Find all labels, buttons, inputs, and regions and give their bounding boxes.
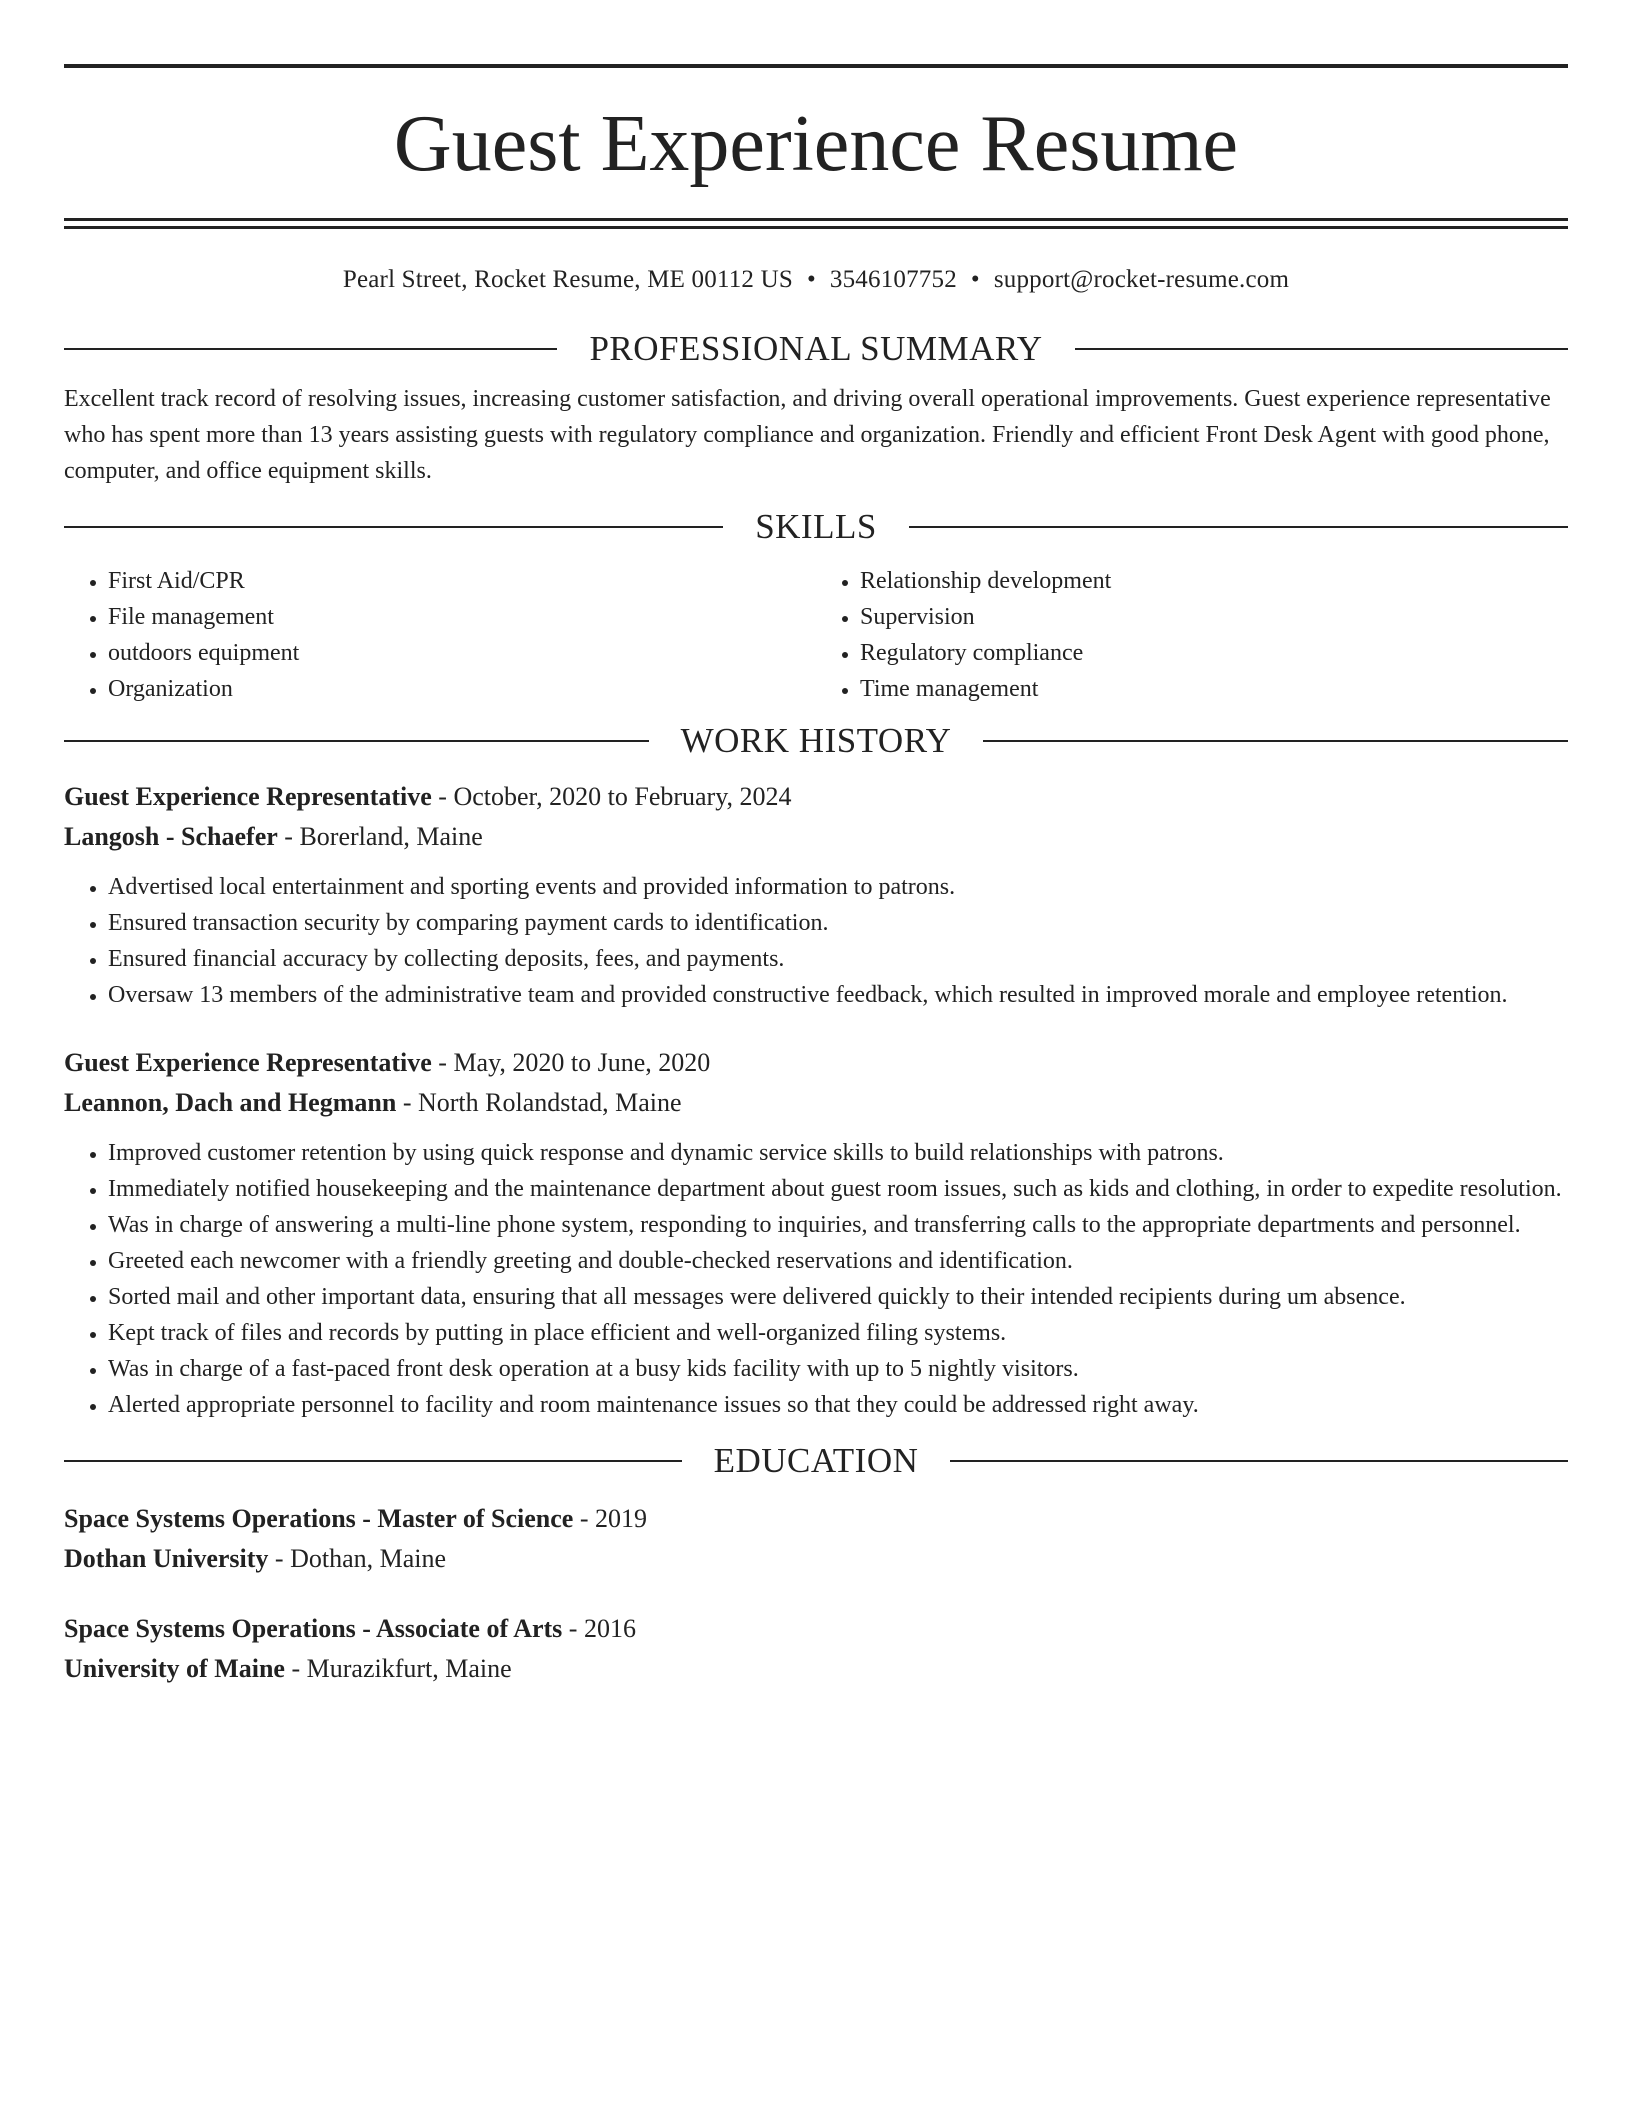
job-title-line (64, 777, 1568, 817)
top-rule (64, 64, 1568, 68)
heading-rule (950, 1460, 1568, 1462)
section-heading-work (64, 719, 1568, 763)
job-title: Guest Experience Representative (64, 782, 432, 811)
job-company: Leannon, Dach and Hegmann (64, 1088, 397, 1117)
heading-rule (909, 526, 1568, 528)
heading-rule (1075, 348, 1568, 350)
education-year: - 2019 (579, 1504, 647, 1533)
job-bullet: • Advertised local entertainment and sporting events and provided information to patrons. (108, 869, 1568, 905)
education-entry (64, 1609, 1568, 1689)
job-bullet: • Immediately notified housekeeping and the maintenance department about guest room issues, such as kids and clothing, in order to expedite resolution. (108, 1171, 1568, 1207)
skills-column-left (64, 563, 816, 707)
job-bullet: • Ensured transaction security by comparing payment cards to identification. (108, 905, 1568, 941)
section-title: EDUCATION (713, 1441, 919, 1480)
job-entry (64, 1043, 1568, 1423)
resume-title: Guest Experience Resume (393, 100, 1239, 188)
heading-rule (64, 740, 649, 742)
section-title: SKILLS (755, 507, 877, 546)
education-school: University of Maine (64, 1654, 285, 1683)
contact-phone: 3546107752 (829, 266, 957, 293)
education-location: - Dothan, Maine (274, 1544, 447, 1573)
job-company-line (64, 1083, 1568, 1123)
contact-separator: • (970, 266, 980, 293)
heading-rule (64, 526, 723, 528)
section-heading-skills (64, 505, 1568, 549)
contact-email: support@rocket-resume.com (993, 266, 1290, 293)
education-school-line (64, 1539, 1568, 1579)
contact-address: Pearl Street, Rocket Resume, ME 00112 US (342, 266, 793, 293)
job-location: - North Rolandstad, Maine (402, 1088, 682, 1117)
skills-column-right (816, 563, 1568, 707)
job-bullet: • Kept track of files and records by putting in place efficient and well-organized filing systems. (108, 1315, 1568, 1351)
skill-item: • Relationship development (860, 563, 1568, 599)
job-bullet: • Sorted mail and other important data, ensuring that all messages were delivered quickly to their intended recipients during um absence. (108, 1279, 1568, 1315)
education-degree-line (64, 1609, 1568, 1649)
skill-item: • First Aid/CPR (108, 563, 816, 599)
job-bullet: • Was in charge of a fast-paced front desk operation at a busy kids facility with up to 5 nightly visitors. (108, 1351, 1568, 1387)
education-location: - Murazikfurt, Maine (291, 1654, 512, 1683)
skill-item: • Time management (860, 671, 1568, 707)
education-entry (64, 1499, 1568, 1579)
job-bullet: • Was in charge of answering a multi-line phone system, responding to inquiries, and transferring calls to the appropriate departments and personnel. (108, 1207, 1568, 1243)
education-year: - 2016 (568, 1614, 636, 1643)
job-dates: - May, 2020 to June, 2020 (438, 1048, 711, 1077)
education-school: Dothan University (64, 1544, 269, 1573)
job-bullet: • Ensured financial accuracy by collecting deposits, fees, and payments. (108, 941, 1568, 977)
education-school-line (64, 1649, 1568, 1689)
resume-page (64, 64, 1568, 1689)
job-bullet: • Alerted appropriate personnel to facility and room maintenance issues so that they could be addressed right away. (108, 1387, 1568, 1423)
heading-rule (64, 348, 557, 350)
education-degree: Space Systems Operations - Associate of Arts (64, 1614, 563, 1643)
section-heading-summary (64, 327, 1568, 371)
section-title: WORK HISTORY (680, 721, 952, 760)
job-company-line (64, 817, 1568, 857)
job-bullet: • Improved customer retention by using quick response and dynamic service skills to build relationships with patrons. (108, 1135, 1568, 1171)
skill-item: • Supervision (860, 599, 1568, 635)
job-company: Langosh - Schaefer (64, 822, 278, 851)
section-heading-education (64, 1439, 1568, 1483)
job-bullet: • Oversaw 13 members of the administrative team and provided constructive feedback, which resulted in improved morale and employee retention. (108, 977, 1568, 1013)
skill-item: • Regulatory compliance (860, 635, 1568, 671)
heading-rule (64, 1460, 682, 1462)
summary-text: Excellent track record of resolving issues, increasing customer satisfaction, and driving overall operational improvements. Guest experience representative who has spent more than 13 years assisting guests with regulatory compliance and organization. Friendly and efficient Front Desk Agent with good phone, computer, and office equipment skills. (64, 386, 1551, 484)
education-degree-line (64, 1499, 1568, 1539)
job-bullets (64, 869, 1568, 1013)
title-double-rule (64, 218, 1568, 229)
education-degree: Space Systems Operations - Master of Science (64, 1504, 574, 1533)
contact-separator: • (806, 266, 816, 293)
skill-item: • File management (108, 599, 816, 635)
job-bullets (64, 1135, 1568, 1423)
section-title: PROFESSIONAL SUMMARY (589, 329, 1043, 368)
contact-line (64, 265, 1568, 295)
skill-item: • outdoors equipment (108, 635, 816, 671)
job-title-line (64, 1043, 1568, 1083)
job-dates: - October, 2020 to February, 2024 (438, 782, 792, 811)
job-bullet: • Greeted each newcomer with a friendly greeting and double-checked reservations and identification. (108, 1243, 1568, 1279)
job-entry (64, 777, 1568, 1013)
heading-rule (983, 740, 1568, 742)
job-location: - Borerland, Maine (284, 822, 483, 851)
skills-list (64, 563, 1568, 707)
job-title: Guest Experience Representative (64, 1048, 432, 1077)
skill-item: • Organization (108, 671, 816, 707)
